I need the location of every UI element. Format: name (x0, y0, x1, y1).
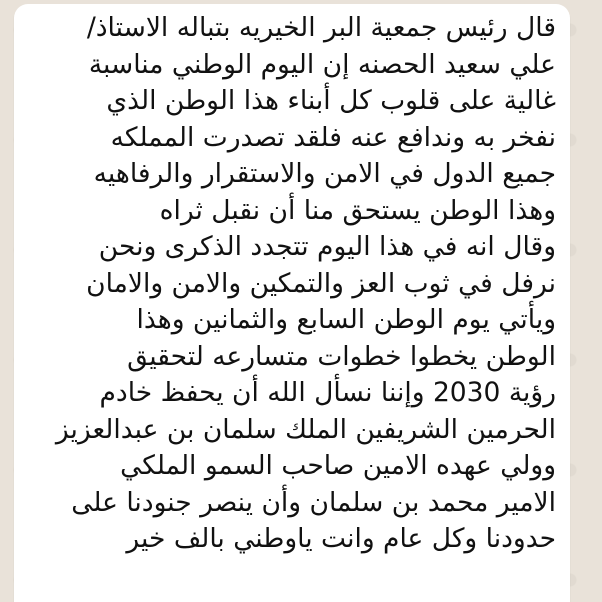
message-bubble[interactable] (14, 4, 570, 602)
message-text: قال رئيس جمعية البر الخيريه بتباله الاستاذ/ علي سعيد الحصنه إن اليوم الوطني مناسبة غالية على قلوب كل أبناء هذا الوطن الذي نفخر به وندافع عنه فلقد تصدرت المملكه جميع الدول في الامن والاستقرار والرفاهيه وهذا الوطن يستحق منا أن نقبل ثراه وقال انه في هذا اليوم تتجدد الذكرى ونحن نرفل في ثوب العز والتمكين والامن والامان ويأتي يوم الوطن السابع والثمانين وهذا الوطن يخطوا خطوات متسارعه لتحقيق رؤية 2030 وإننا نسأل الله أن يحفظ خادم الحرمين الشريفين الملك سلمان بن عبدالعزيز وولي عهده الامين صاحب السمو الملكي الامير محمد بن سلمان وأن ينصر جنودنا على حدودنا وكل عام وانت ياوطني بالف خير (55, 12, 556, 554)
